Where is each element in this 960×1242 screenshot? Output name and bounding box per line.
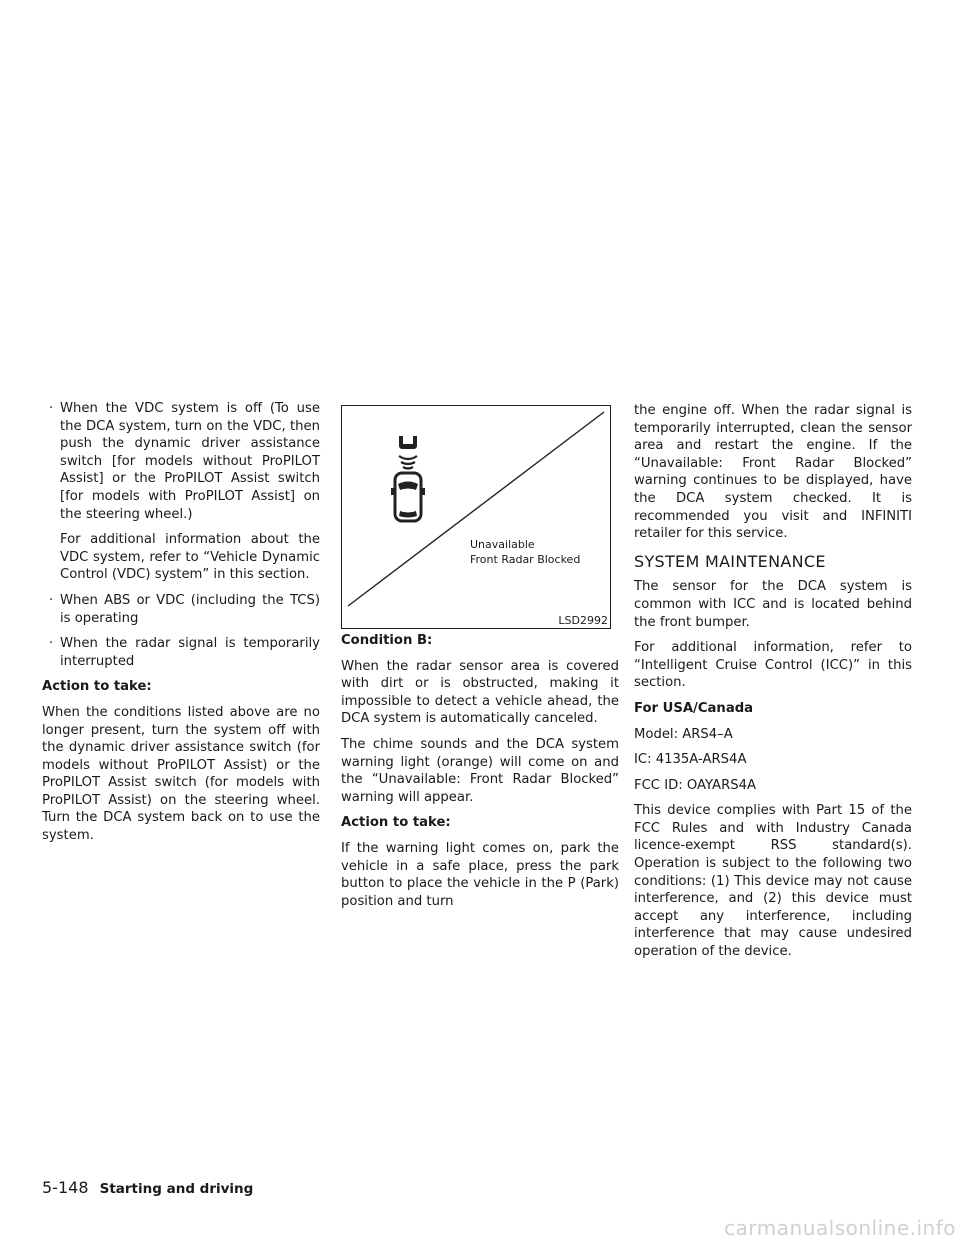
- middle-column: [341, 632, 619, 918]
- region-heading: For USA/Canada: [634, 700, 754, 716]
- sensor-paragraph: The sensor for the DCA system is common with ICC and is located behind the front bumper.: [634, 579, 912, 630]
- warning-message: [470, 537, 580, 567]
- continued-paragraph: the engine off. When the radar signal is temporarily interrupted, clean the sensor area and restart the engine. If the “Unavailable: Front Radar Blocked” warning continues to be displayed, have the DCA system checked. It is recommended you visit and INFINITI retailer for this service.: [634, 403, 912, 542]
- bullet-vdc-off: [42, 400, 320, 523]
- action-heading: Action to take:: [42, 679, 152, 695]
- condition-b-heading: Condition B:: [341, 633, 433, 648]
- watermark-text: carmanualsonline.info: [724, 1216, 956, 1240]
- warning-line-2: Front Radar Blocked: [470, 553, 581, 566]
- page-footer: [42, 1178, 253, 1197]
- bullet-text: When the radar signal is temporarily interrupted: [60, 636, 320, 669]
- warning-line-1: Unavailable: [470, 538, 535, 551]
- action-paragraph-b: If the warning light comes on, park the vehicle in a safe place, press the park button to place the vehicle in the P (Park) position and turn: [341, 840, 619, 909]
- chapter-title: Starting and driving: [99, 1181, 254, 1197]
- figure-graphic: [342, 406, 610, 628]
- vdc-reference-note: For additional information about the VDC system, refer to “Vehicle Dynamic Control (VDC) system” in this section.: [60, 532, 320, 583]
- page-number: 5-148: [42, 1178, 89, 1197]
- bullet-text: When the VDC system is off (To use the DCA system, turn on the VDC, then push the dynamic driver assistance switch [for models without ProPILOT Assist] or the ProPILOT Assist switch [for models with ProPILOT Assist] on the steering wheel.): [60, 401, 320, 522]
- bullet-dot: ·: [49, 592, 54, 608]
- ic-line: IC: 4135A-ARS4A: [634, 752, 747, 768]
- bullet-text: When ABS or VDC (including the TCS) is operating: [60, 592, 320, 626]
- left-column: [42, 400, 320, 853]
- bullet-radar-interrupted: [42, 635, 320, 670]
- action-heading-b: Action to take:: [341, 815, 451, 831]
- figure-code: LSD2992: [558, 614, 608, 627]
- diagonal-line: [348, 412, 604, 606]
- radar-blocked-figure: [341, 405, 611, 629]
- bullet-abs-vdc: [42, 592, 320, 627]
- bullet-dot: ·: [49, 401, 54, 416]
- warning-paragraph: The chime sounds and the DCA system warning light (orange) will come on and the “Unavailable: Front Radar Blocked” warning will appear.: [341, 736, 619, 805]
- radar-vehicle-icon: [391, 436, 425, 521]
- right-column: [634, 402, 912, 969]
- icc-reference-paragraph: For additional information, refer to “Intelligent Cruise Control (ICC)” in this section.: [634, 640, 912, 691]
- fcc-line: FCC ID: OAYARS4A: [634, 777, 757, 793]
- action-paragraph: When the conditions listed above are no longer present, turn the system off with the dynamic driver assistance switch (for models without ProPILOT Assist) or the ProPILOT Assist switch (for models with ProPILOT Assist) on the steering wheel. Turn the DCA system back on to use the system.: [42, 704, 320, 844]
- model-line: Model: ARS4–A: [634, 726, 733, 742]
- fcc-compliance-paragraph: This device complies with Part 15 of the FCC Rules and with Industry Canada licence-exempt RSS standard(s). Operation is subject to the following two conditions: (1) This device may not cause interference, and (2) this device must accept any interference, including interference that may cause undesired operation of the device.: [634, 803, 912, 960]
- condition-b-paragraph: When the radar sensor area is covered with dirt or is obstructed, making it impossible to detect a vehicle ahead, the DCA system is automatically canceled.: [341, 658, 619, 727]
- section-title: SYSTEM MAINTENANCE: [634, 551, 826, 571]
- bullet-dot: ·: [49, 636, 54, 652]
